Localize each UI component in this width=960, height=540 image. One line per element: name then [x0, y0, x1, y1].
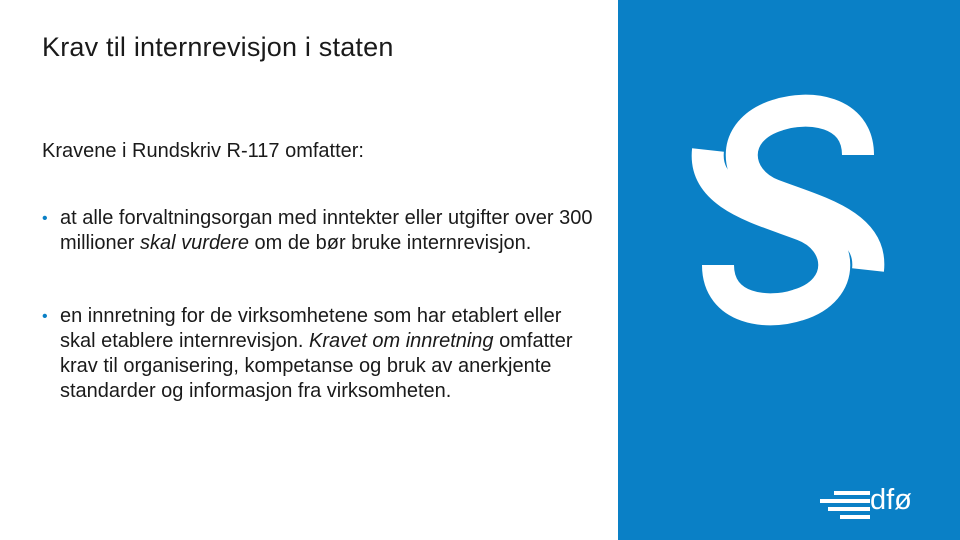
slide-title: Krav til internrevisjon i staten: [42, 32, 394, 62]
bullet-text: en innretning for de virksomhetene som har etablert eller skal etablere internrevisjon.: [60, 305, 562, 352]
bullet-emphasis: skal vurdere: [140, 232, 249, 254]
intro-text: Kravene i Rundskriv R-117 omfatter:: [42, 140, 364, 162]
bullet-list: [42, 206, 602, 404]
bullet-text: omfatter krav til organisering, kompetanse og bruk av anerkjente standarder og informasjon fra virksomheten.: [60, 330, 573, 402]
dfo-logo-text: dfø: [870, 484, 912, 516]
bullet-marker: •: [42, 210, 48, 227]
dfo-logo: [820, 484, 920, 527]
bullet-emphasis: Kravet om innretning: [309, 330, 494, 352]
bullet-marker: •: [42, 308, 48, 325]
bullet-item: [42, 304, 602, 404]
dfo-bars-icon: [820, 491, 872, 519]
bullet-text: om de bør bruke internrevisjon.: [248, 232, 532, 254]
blue-side-panel: [618, 0, 960, 540]
bullet-text: at alle forvaltningsorgan med inntekter eller utgifter over 300 millioner: [60, 207, 593, 254]
bullet-item: [42, 206, 602, 256]
section-sign-icon: [658, 60, 918, 360]
